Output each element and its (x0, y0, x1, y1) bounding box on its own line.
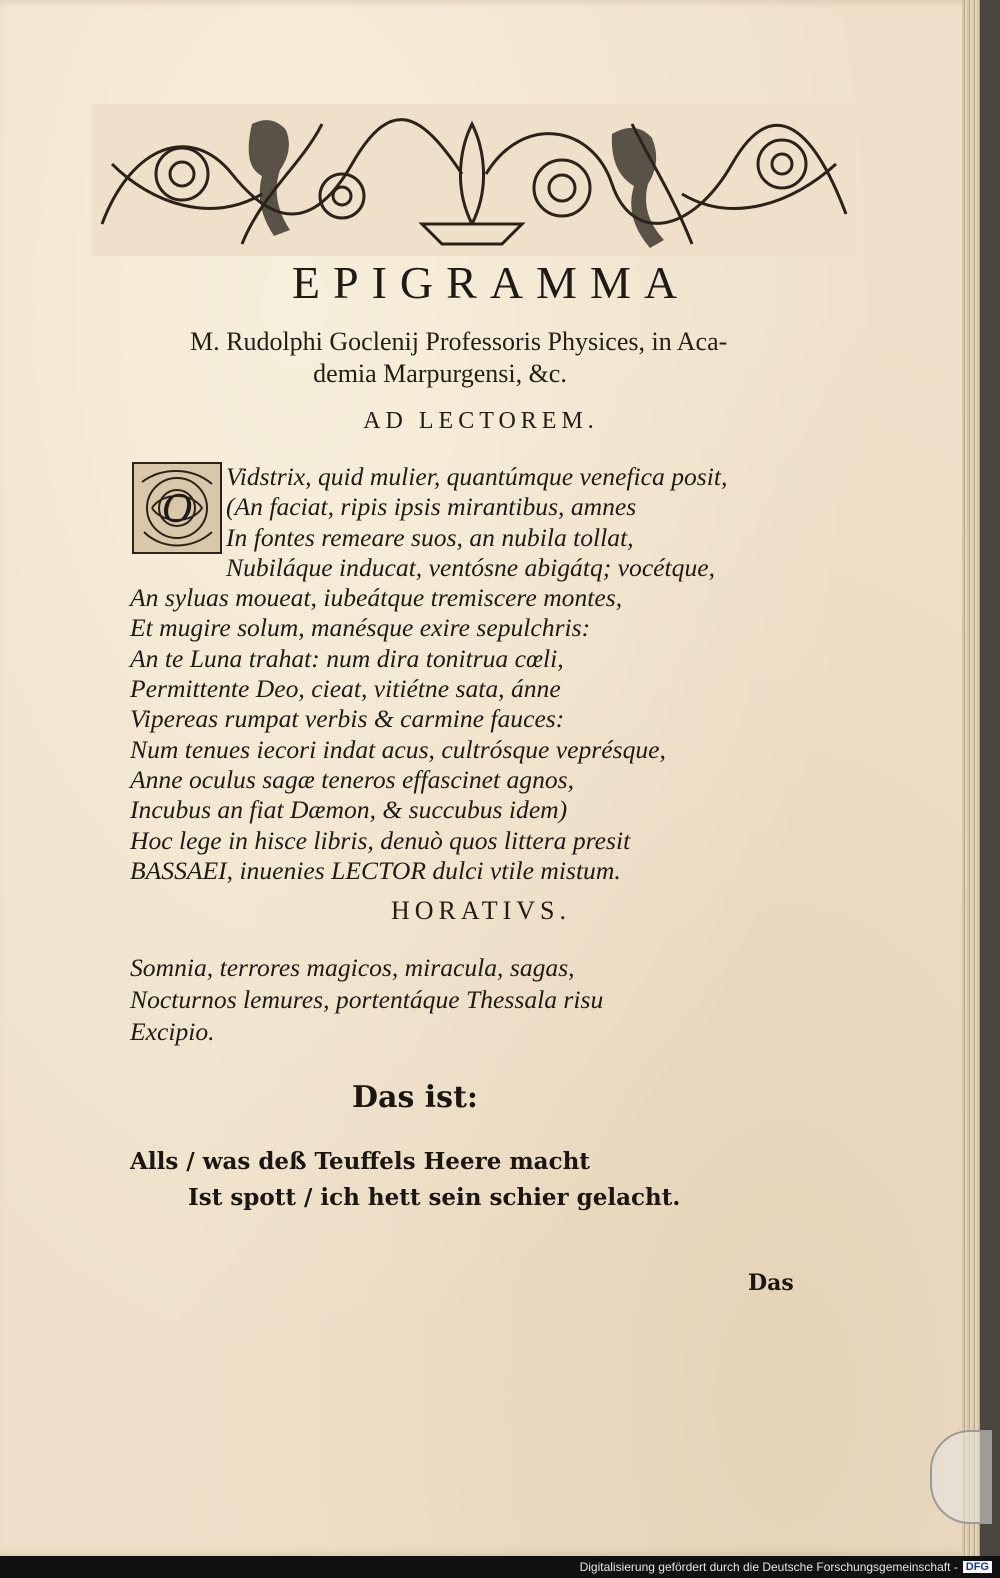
page-edge (962, 0, 980, 1560)
poem-line: BASSAEI, inuenies LECTOR dulci vtile mistum. (130, 855, 621, 885)
poem-line: In fontes remeare suos, an nubila tollat, (226, 522, 634, 552)
poem-line: (An faciat, ripis ipsis mirantibus, amnes (226, 492, 637, 522)
verse-line: Excipio. (130, 1017, 215, 1046)
verse-line: Somnia, terrores magicos, miracula, sagas, (130, 953, 575, 982)
heading-ad-lectorem: AD LECTOREM. (363, 408, 599, 434)
dropcap-letter: O (161, 486, 193, 532)
poem-line: Vipereas rumpat verbis & carmine fauces: (130, 704, 565, 734)
footer-text: Digitalisierung gefördert durch die Deutsche Forschungsgemeinschaft - (579, 1560, 958, 1574)
subtitle-line-2: demia Marpurgensi, &c. (313, 359, 567, 388)
poem-line: Permittente Deo, cieat, vitiétne sata, ánne (130, 674, 561, 704)
subtitle-line-1: M. Rudolphi Goclenij Professoris Physices, in Aca- (190, 327, 728, 356)
horatius-verse (130, 952, 603, 1048)
dfg-logo: DFG (963, 1561, 992, 1573)
poem-line: Hoc lege in hisce libris, denuò quos littera presit (130, 825, 631, 855)
scan-border (980, 0, 1000, 1558)
catchword: Das (748, 1270, 794, 1296)
ornament-headpiece (92, 104, 856, 256)
poem-line: Nubiláque inducat, ventósne abigátq; vocétque, (226, 552, 716, 582)
poem-line: Et mugire solum, manésque exire sepulchris: (130, 613, 591, 643)
heading-horatius: HORATIVS. (390, 896, 572, 925)
page-title: EPIGRAMMA (291, 257, 691, 308)
poem-line: Incubus an fiat Dæmon, & succubus idem) (130, 795, 568, 825)
poem-line: An syluas moueat, iubeátque tremiscere montes, (130, 583, 623, 613)
poem-line: Num tenues iecori indat acus, cultrósque veprésque, (130, 734, 666, 764)
page-clip (930, 1430, 992, 1524)
german-line: Ist spott / ich hett sein schier gelacht. (188, 1184, 681, 1211)
poem-line: Anne oculus sagæ teneros effascinet agnos, (130, 764, 575, 794)
epigram-poem (130, 462, 850, 886)
verse-line: Nocturnos lemures, portentáque Thessala risu (130, 985, 604, 1014)
poem-line: An te Luna trahat: num dira tonitrua cœli, (130, 643, 564, 673)
german-couplet (130, 1144, 680, 1216)
subtitle (190, 326, 750, 390)
heading-das-ist: Das ist: (352, 1080, 479, 1115)
poem-line: Vidstrix, quid mulier, quantúmque venefica posit, (226, 462, 728, 491)
footer-bar (0, 1556, 1000, 1578)
german-line: Alls / was deß Teuffels Heere macht (130, 1148, 590, 1175)
